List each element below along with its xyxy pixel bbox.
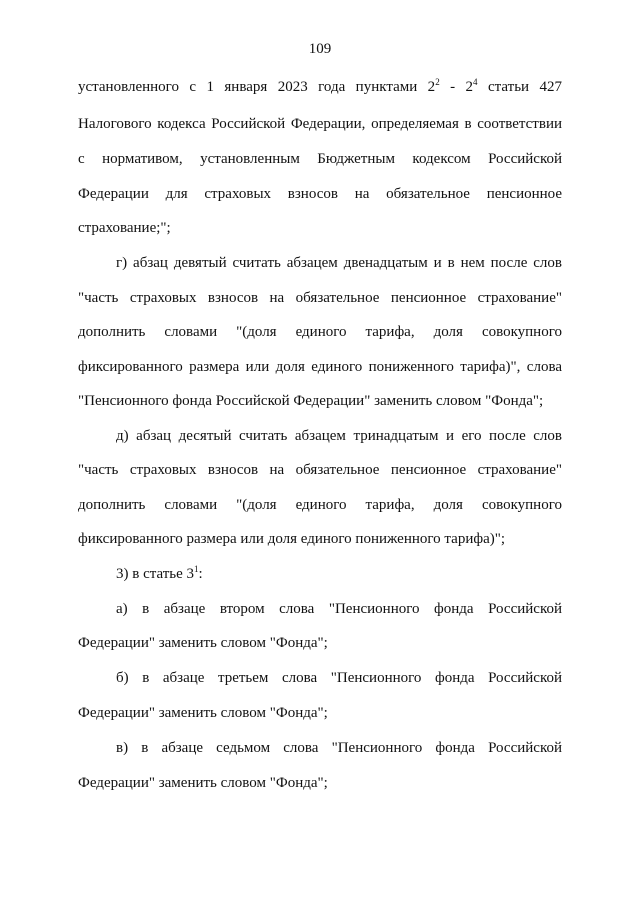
page-number: 109 (308, 41, 332, 57)
superscript: 4 (473, 77, 478, 87)
text-line-7: "часть страховых взносов на обязательное пенсионное страхование" (78, 290, 562, 306)
text-line-12: "часть страховых взносов на обязательное пенсионное страхование" (78, 462, 562, 478)
text-line-17: Федерации" заменить словом "Фонда"; (78, 635, 328, 651)
text-line-8: дополнить словами "(доля единого тарифа, доля совокупного (78, 324, 562, 340)
text-line-21: Федерации" заменить словом "Фонда"; (78, 775, 328, 791)
text-line-13: дополнить словами "(доля единого тарифа, доля совокупного (78, 497, 562, 513)
text-line-19: Федерации" заменить словом "Фонда"; (78, 705, 328, 721)
text-line-1 (78, 78, 562, 96)
text-segment: - 2 (439, 79, 474, 95)
text-segment: : (198, 566, 203, 582)
text-line-3: с нормативом, установленным Бюджетным кодексом Российской (78, 151, 562, 167)
text-line-6: г) абзац девятый считать абзацем двенадцатым и в нем после слов (116, 255, 562, 271)
text-line-2: Налогового кодекса Российской Федерации, определяемая в соответствии (78, 116, 562, 132)
superscript: 2 (435, 77, 440, 87)
text-line-4: Федерации для страховых взносов на обязательное пенсионное (78, 186, 562, 202)
text-line-15 (116, 565, 562, 583)
text-segment: статьи 427 (477, 79, 562, 95)
text-line-9: фиксированного размера или доля единого пониженного тарифа)", слова (78, 359, 562, 375)
text-line-20: в) в абзаце седьмом слова "Пенсионного фонда Российской (116, 740, 562, 756)
superscript: 1 (194, 564, 199, 574)
text-line-14: фиксированного размера или доля единого пониженного тарифа)"; (78, 531, 506, 547)
text-line-5: страхование;"; (78, 220, 171, 236)
text-line-16: а) в абзаце втором слова "Пенсионного фонда Российской (116, 601, 562, 617)
text-segment: установленного с 1 января 2023 года пунктами 2 (78, 79, 436, 95)
text-line-11: д) абзац десятый считать абзацем тринадцатым и его после слов (116, 428, 562, 444)
text-segment: 3) в статье 3 (116, 566, 195, 582)
text-line-18: б) в абзаце третьем слова "Пенсионного фонда Российской (116, 670, 562, 686)
text-line-10: "Пенсионного фонда Российской Федерации" заменить словом "Фонда"; (78, 393, 544, 409)
